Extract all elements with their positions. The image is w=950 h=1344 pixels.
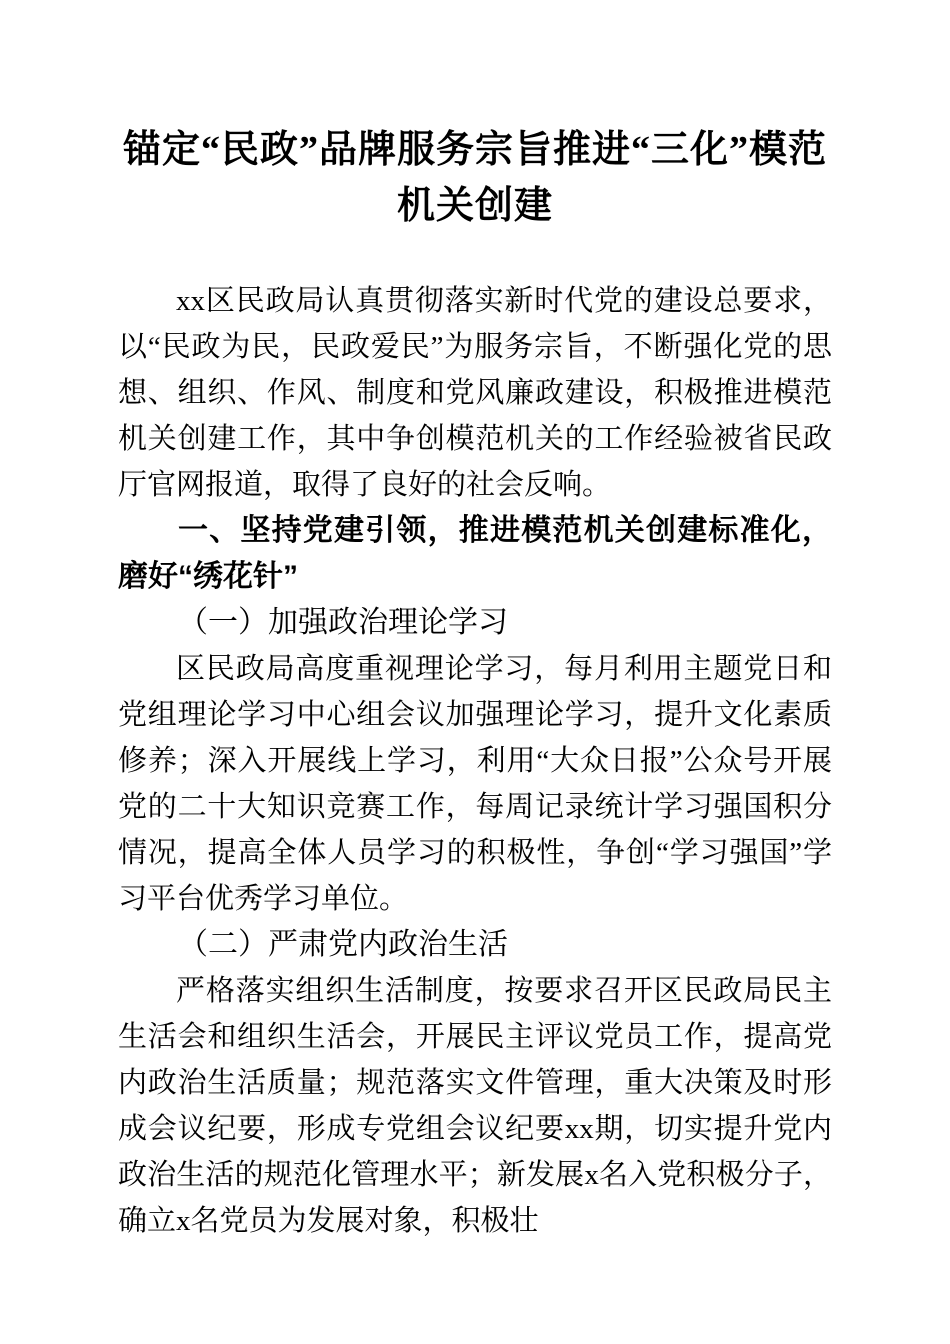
- paragraph-intro: xx区民政局认真贯彻落实新时代党的建设总要求，以“民政为民，民政爱民”为服务宗旨，不断强化党的思想、组织、作风、制度和党风廉政建设，积极推进模范机关创建工作，其中争创模范机关的工作经验被省民政厅官网报道，取得了良好的社会反响。: [118, 285, 832, 501]
- subsection-heading-theory-study: （一）加强政治理论学习: [178, 606, 508, 639]
- document-title: 锚定“民政”品牌服务宗旨推进“三化”模范机关创建: [122, 129, 827, 227]
- subsection-heading-political-life: （二）严肃党内政治生活: [178, 928, 508, 961]
- section-heading-party-building: 一、坚持党建引领，推进模范机关创建标准化，磨好“绣花针”: [118, 514, 832, 593]
- paragraph-theory-study: 区民政局高度重视理论学习，每月利用主题党日和党组理论学习中心组会议加强理论学习，提升文化素质修养；深入开展线上学习，利用“大众日报”公众号开展党的二十大知识竞赛工作，每周记录统计学习强国积分情况，提高全体人员学习的积极性，争创“学习强国”学习平台优秀学习单位。: [118, 653, 832, 915]
- paragraph-political-life: 严格落实组织生活制度，按要求召开区民政局民主生活会和组织生活会，开展民主评议党员工作，提高党内政治生活质量；规范落实文件管理，重大决策及时形成会议纪要，形成专党组会议纪要xx期，切实提升党内政治生活的规范化管理水平；新发展x名入党积极分子，确立x名党员为发展对象，积极壮: [118, 975, 832, 1237]
